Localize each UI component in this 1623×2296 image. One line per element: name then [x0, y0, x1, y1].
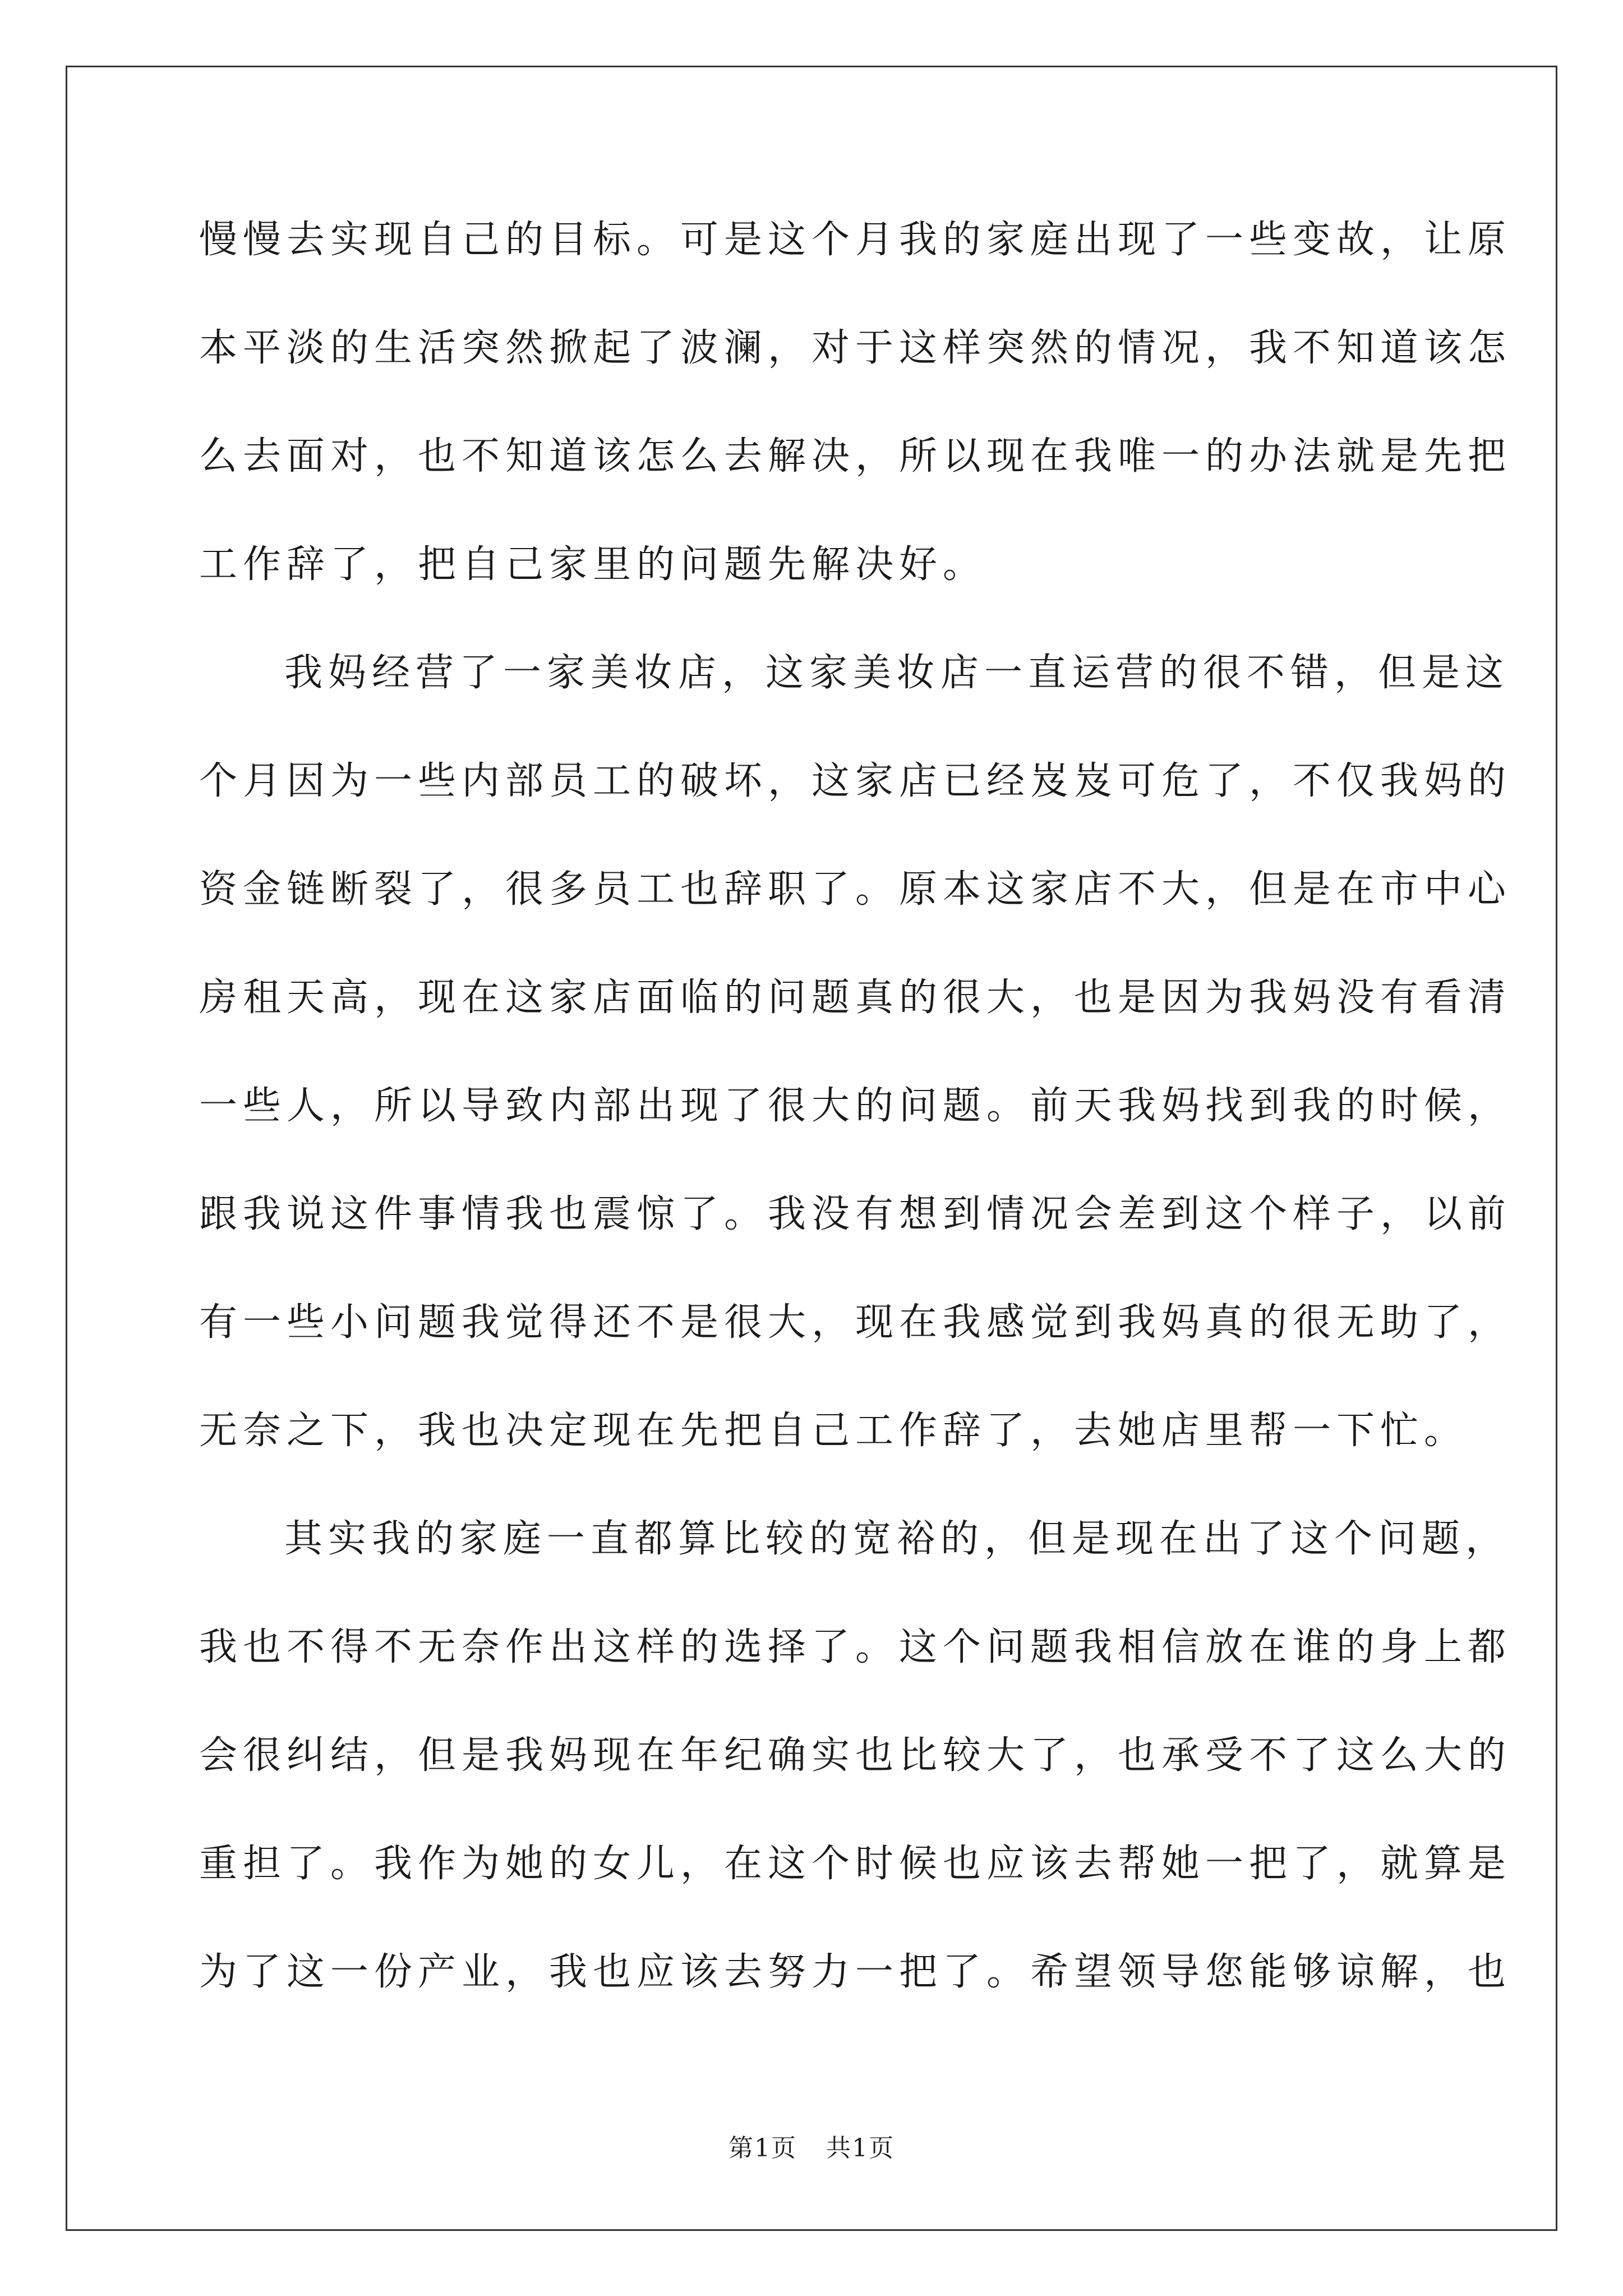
- text-line: 跟我说这件事情我也震惊了。我没有想到情况会差到这个样子，以前: [199, 1192, 1512, 1236]
- paragraph-first-line: 其实我的家庭一直都算比较的宽裕的，但是现在出了这个问题，: [284, 1517, 1510, 1561]
- text-line: 我也不得不无奈作出这样的选择了。这个问题我相信放在谁的身上都: [199, 1625, 1512, 1669]
- document-body: [199, 201, 1512, 2041]
- text-line: 资金链断裂了，很多员工也辞职了。原本这家店不大，但是在市中心: [199, 867, 1512, 912]
- text-line: 个月因为一些内部员工的破坏，这家店已经岌岌可危了，不仅我妈的: [199, 759, 1512, 803]
- text-line: 房租天高，现在这家店面临的问题真的很大，也是因为我妈没有看清: [199, 976, 1512, 1020]
- text-line: 无奈之下，我也决定现在先把自己工作辞了，去她店里帮一下忙。: [199, 1409, 1468, 1453]
- page-footer: [0, 2132, 1623, 2165]
- text-line: 慢慢去实现自己的目标。可是这个月我的家庭出现了一些变故，让原: [199, 218, 1512, 262]
- text-line: 为了这一份产业，我也应该去努力一把了。希望领导您能够谅解，也: [199, 1950, 1512, 1994]
- text-line: 有一些小问题我觉得还不是很大，现在我感觉到我妈真的很无助了，: [199, 1300, 1512, 1345]
- text-line: 会很纠结，但是我妈现在年纪确实也比较大了，也承受不了这么大的: [199, 1733, 1512, 1778]
- text-line: 工作辞了，把自己家里的问题先解决好。: [199, 542, 987, 587]
- text-line: 一些人，所以导致内部出现了很大的问题。前天我妈找到我的时候，: [199, 1084, 1512, 1128]
- paragraph-first-line: 我妈经营了一家美妆店，这家美妆店一直运营的很不错，但是这: [284, 651, 1510, 695]
- text-line: 本平淡的生活突然掀起了波澜，对于这样突然的情况，我不知道该怎: [199, 326, 1512, 370]
- text-line: 么去面对，也不知道该怎么去解决，所以现在我唯一的办法就是先把: [199, 434, 1512, 478]
- page-total: 共1页: [826, 2134, 895, 2162]
- text-line: 重担了。我作为她的女儿，在这个时候也应该去帮她一把了，就算是: [199, 1842, 1512, 1886]
- page-number: 第1页: [728, 2134, 797, 2162]
